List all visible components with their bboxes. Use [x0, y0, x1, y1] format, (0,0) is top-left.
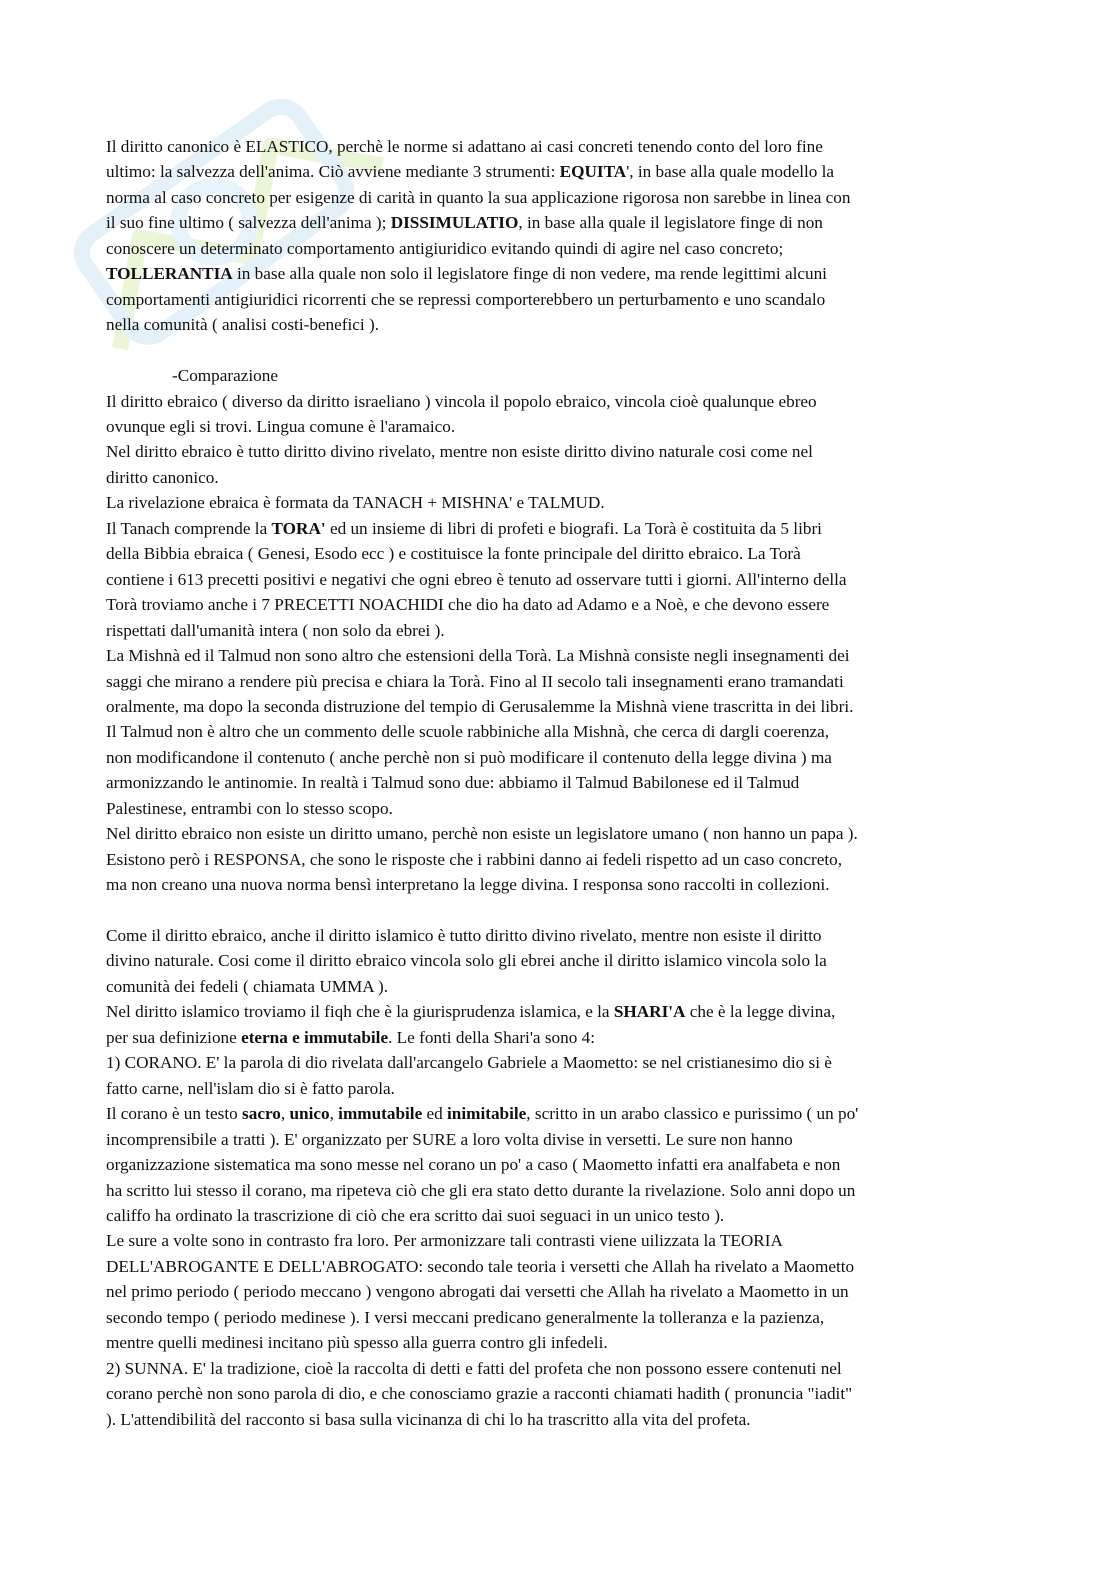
text-segment: non modificandone il contenuto ( anche perchè non si può modificare il contenuto della legge divina ) ma — [106, 747, 832, 767]
text-segment: Il diritto canonico è ELASTICO, perchè le norme si adattano ai casi concreti tenendo conto del loro fine — [106, 137, 823, 156]
text-line — [106, 1203, 1016, 1228]
text-line — [106, 999, 1016, 1024]
text-line — [106, 1407, 1016, 1432]
text-segment: Nel diritto islamico troviamo il fiqh che è la giurisprudenza islamica, e la — [106, 1002, 614, 1022]
text-segment: Il diritto ebraico ( diverso da diritto israeliano ) vincola il popolo ebraico, vincola cioè qualunque ebreo — [106, 391, 817, 411]
text-line — [106, 974, 1016, 999]
text-segment: della Bibbia ebraica ( Genesi, Esodo ecc ) e costituisce la fonte principale del diritto ebraico. La Torà — [106, 544, 801, 564]
text-line — [106, 389, 1016, 414]
text-line — [106, 1279, 1016, 1304]
text-segment: comportamenti antigiuridici ricorrenti che se repressi comporterebbero un perturbamento e uno scandalo — [106, 289, 826, 309]
text-line — [106, 1101, 1016, 1126]
text-segment: conoscere un determinato comportamento antigiuridico evitando quindi di agire nel caso concreto; — [106, 238, 784, 258]
text-segment: DELL'ABROGANTE E DELL'ABROGATO: secondo tale teoria i versetti che Allah ha rivelato a Maometto — [106, 1256, 855, 1276]
text-line — [106, 1381, 1016, 1406]
section-heading — [106, 363, 1016, 388]
text-line — [106, 923, 1016, 948]
text-segment: norma al caso concreto per esigenze di carità in quanto la sua applicazione rigorosa non sarebbe in linea con — [106, 187, 851, 207]
text-line — [106, 261, 1016, 286]
bold-term: SHARI'A — [613, 1002, 686, 1022]
text-segment: Esistono però i RESPONSA, che sono le risposte che i rabbini danno ai fedeli rispetto ad un caso concreto, — [106, 849, 843, 869]
text-segment: in base alla quale non solo il legislatore finge di non vedere, ma rende legittimi alcuni — [232, 264, 827, 284]
text-segment: La rivelazione ebraica è formata da TANACH + MISHNA' e TALMUD. — [106, 493, 605, 513]
paragraph-gap — [106, 338, 1016, 363]
text-segment: per sua definizione — [106, 1027, 242, 1047]
text-segment: ovunque egli si trovi. Lingua comune è l'aramaico. — [106, 416, 456, 436]
bold-term: unico — [289, 1104, 330, 1124]
text-segment: armonizzando le antinomie. In realtà i Talmud sono due: abbiamo il Talmud Babilonese ed il Talmud — [106, 773, 800, 793]
bold-term: sacro — [242, 1104, 281, 1124]
text-line — [106, 159, 1016, 184]
text-segment: rispettati dall'umanità intera ( non solo da ebrei ). — [106, 620, 445, 640]
text-segment: Torà troviamo anche i 7 PRECETTI NOACHIDI che dio ha dato ad Adamo e a Noè, e che devono essere — [106, 595, 830, 615]
text-segment: il suo fine ultimo ( salvezza dell'anima ); — [106, 213, 391, 233]
text-segment: comunità dei fedeli ( chiamata UMMA ). — [106, 976, 389, 996]
text-line — [106, 821, 1016, 846]
text-segment: Il Tanach comprende la — [106, 518, 272, 538]
text-segment: Il corano è un testo — [106, 1104, 243, 1124]
text-segment: Nel diritto ebraico è tutto diritto divino rivelato, mentre non esiste diritto divino naturale cosi come nel — [106, 442, 813, 462]
text-segment: secondo tempo ( periodo medinese ). I versi meccani predicano generalmente la tolleranza e la pazienza, — [106, 1307, 825, 1327]
text-segment: , — [329, 1104, 339, 1124]
text-line — [106, 1076, 1016, 1101]
text-segment: Come il diritto ebraico, anche il diritto islamico è tutto diritto divino rivelato, mentre non esiste il diritto — [106, 926, 822, 946]
text-segment: Il Talmud non è altro che un commento delle scuole rabbiniche alla Mishnà, che cerca di dargli coerenza, — [106, 722, 830, 742]
text-line — [106, 872, 1016, 897]
text-segment: oralmente, ma dopo la seconda distruzione del tempio di Gerusalemme la Mishnà viene trascritta in dei libri. — [106, 696, 854, 716]
text-segment: Palestinese, entrambi con lo stesso scopo. — [106, 798, 393, 818]
text-segment: contiene i 613 precetti positivi e negativi che ogni ebreo è tenuto ad osservare tutti i giorni. All'interno della — [106, 569, 847, 589]
text-line — [106, 516, 1016, 541]
text-line — [106, 1330, 1016, 1355]
document-body — [106, 134, 1016, 1432]
text-segment: diritto canonico. — [106, 467, 219, 487]
text-segment: saggi che mirano a rendere più precisa e chiara la Torà. Fino al II secolo tali insegnamenti erano tramandati — [106, 671, 844, 691]
text-line — [106, 414, 1016, 439]
text-segment: ed — [422, 1104, 448, 1124]
text-segment: mentre quelli medinesi incitano più spesso alla guerra contro gli infedeli. — [106, 1333, 608, 1353]
text-segment: , — [280, 1104, 290, 1124]
text-segment: nella comunità ( analisi costi-benefici ). — [106, 315, 379, 335]
bold-term: TORA' — [271, 518, 326, 538]
text-line — [106, 541, 1016, 566]
paragraph-gap — [106, 898, 1016, 923]
text-segment: Nel diritto ebraico non esiste un diritto umano, perchè non esiste un legislatore umano ( non hanno un papa ). — [106, 824, 858, 844]
text-segment: divino naturale. Cosi come il diritto ebraico vincola solo gli ebrei anche il diritto islamico vincola solo la — [106, 951, 827, 971]
text-segment: organizzazione sistematica ma sono messe nel corano un po' a caso ( Maometto infatti era analfabeta e non — [106, 1155, 841, 1175]
text-line — [106, 287, 1016, 312]
text-line — [106, 592, 1016, 617]
text-line — [106, 312, 1016, 337]
text-line — [106, 1305, 1016, 1330]
text-segment: ', in base alla quale modello la — [626, 162, 835, 182]
text-line — [106, 669, 1016, 694]
text-line — [106, 134, 1016, 159]
text-line — [106, 185, 1016, 210]
text-segment: ma non creano una nuova norma bensì interpretano la legge divina. I responsa sono raccolti in collezioni. — [106, 875, 830, 895]
text-line — [106, 796, 1016, 821]
bold-term: EQUITA — [559, 162, 627, 182]
text-segment: -Comparazione — [172, 366, 278, 386]
text-segment: , scritto in un arabo classico e purissimo ( un po' — [526, 1104, 859, 1124]
text-line — [106, 618, 1016, 643]
text-line — [106, 948, 1016, 973]
text-line — [106, 1152, 1016, 1177]
text-line — [106, 1050, 1016, 1075]
text-line — [106, 567, 1016, 592]
text-segment: . Le fonti della Shari'a sono 4: — [388, 1027, 595, 1047]
text-segment: incomprensibile a tratti ). E' organizzato per SURE a loro volta divise in versetti. Le sure non hanno — [106, 1129, 793, 1149]
text-line — [106, 719, 1016, 744]
text-line — [106, 1178, 1016, 1203]
text-segment: ha scritto lui stesso il corano, ma ripeteva ciò che gli era stato detto durante la rivelazione. Solo anni dopo un — [106, 1180, 856, 1200]
text-line — [106, 1356, 1016, 1381]
text-line — [106, 490, 1016, 515]
text-segment: , in base alla quale il legislatore finge di non — [518, 213, 823, 233]
text-line — [106, 210, 1016, 235]
text-segment: califfo ha ordinato la trascrizione di ciò che era scritto dai suoi seguaci in un unico testo ). — [106, 1206, 725, 1225]
text-segment: che è la legge divina, — [685, 1002, 836, 1022]
text-line — [106, 770, 1016, 795]
text-segment: ultimo: la salvezza dell'anima. Ciò avviene mediante 3 strumenti: — [106, 162, 560, 182]
text-line — [106, 847, 1016, 872]
text-line — [106, 1025, 1016, 1050]
text-line — [106, 1127, 1016, 1152]
bold-term: TOLLERANTIA — [106, 264, 233, 284]
text-line — [106, 439, 1016, 464]
text-line — [106, 236, 1016, 261]
text-segment: Le sure a volte sono in contrasto fra loro. Per armonizzare tali contrasti viene uilizzata la TEORIA — [106, 1231, 783, 1251]
text-segment: La Mishnà ed il Talmud non sono altro che estensioni della Torà. La Mishnà consiste negli insegnamenti dei — [106, 646, 850, 666]
text-line — [106, 694, 1016, 719]
bold-term: eterna e immutabile — [241, 1027, 389, 1047]
text-segment: ). L'attendibilità del racconto si basa sulla vicinanza di chi lo ha trascritto alla vita del profeta. — [106, 1409, 751, 1429]
bold-term: inimitabile — [447, 1104, 527, 1124]
text-segment: nel primo periodo ( periodo meccano ) vengono abrogati dai versetti che Allah ha rivelato a Maometto in un — [106, 1282, 849, 1302]
text-line — [106, 745, 1016, 770]
text-line — [106, 465, 1016, 490]
text-segment: ed un insieme di libri di profeti e biografi. La Torà è costituita da 5 libri — [325, 518, 822, 538]
text-line — [106, 1228, 1016, 1253]
text-line — [106, 1254, 1016, 1279]
bold-term: immutabile — [338, 1104, 423, 1124]
bold-term: DISSIMULATIO — [390, 213, 519, 233]
text-line — [106, 643, 1016, 668]
text-segment: 2) SUNNA. E' la tradizione, cioè la raccolta di detti e fatti del profeta che non possono essere contenuti nel — [106, 1358, 842, 1378]
text-segment: corano perchè non sono parola di dio, e che conosciamo grazie a racconti chiamati hadith ( pronuncia "iadit" — [106, 1384, 853, 1404]
text-segment: fatto carne, nell'islam dio si è fatto parola. — [106, 1078, 395, 1098]
text-segment: 1) CORANO. E' la parola di dio rivelata dall'arcangelo Gabriele a Maometto: se nel cristianesimo dio si è — [106, 1053, 832, 1073]
